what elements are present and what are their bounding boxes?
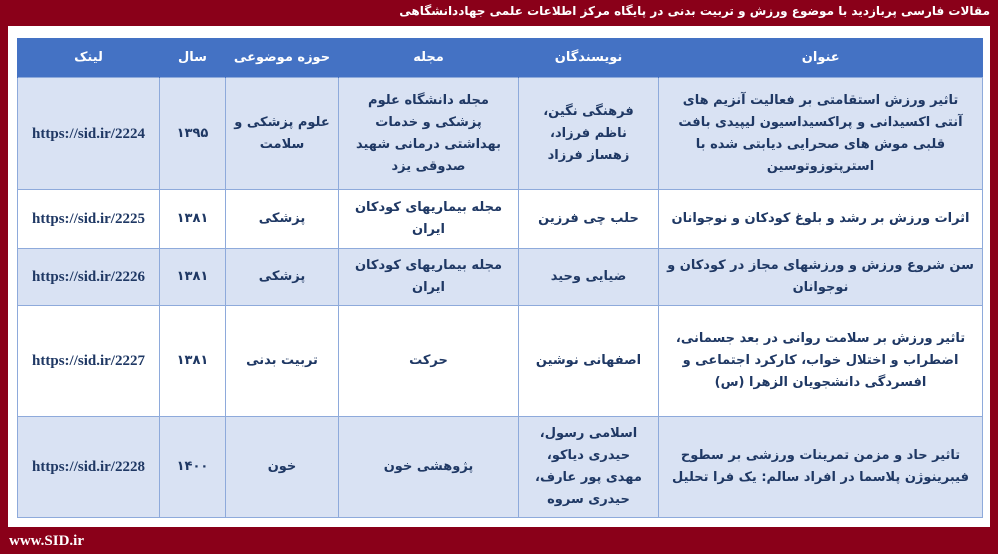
cell-journal: مجله دانشگاه علوم پزشکی و خدمات بهداشتی درمانی شهید صدوقی یزد — [339, 78, 519, 190]
cell-year: ۱۳۹۵ — [160, 78, 226, 190]
cell-title: تاثیر حاد و مزمن تمرینات ورزشی بر سطوح فیبرینوژن پلاسما در افراد سالم: یک فرا تحلیل — [659, 417, 983, 518]
article-link[interactable]: https://sid.ir/2225 — [32, 211, 145, 227]
cell-title: سن شروع ورزش و ورزشهای مجاز در کودکان و نوجوانان — [659, 249, 983, 306]
column-header-authors: نویسندگان — [519, 38, 659, 78]
cell-subject: پزشکی — [226, 249, 339, 306]
cell-title: تاثیر ورزش بر سلامت روانی در بعد جسمانی، اضطراب و اختلال خواب، کارکرد اجتماعی و افسردگی دانشجویان الزهرا (س) — [659, 306, 983, 417]
cell-journal: حرکت — [339, 306, 519, 417]
cell-authors: ضیایی وحید — [519, 249, 659, 306]
article-link[interactable]: https://sid.ir/2224 — [32, 125, 145, 142]
footer-site-link[interactable]: www.SID.ir — [9, 533, 85, 549]
cell-year: ۱۴۰۰ — [160, 417, 226, 518]
column-header-subject: حوزه موضوعی — [226, 38, 339, 78]
content-card — [8, 26, 990, 527]
table-row — [18, 306, 983, 417]
column-header-link: لینک — [18, 38, 160, 78]
article-link[interactable]: https://sid.ir/2227 — [32, 353, 145, 369]
article-link[interactable]: https://sid.ir/2228 — [32, 459, 145, 475]
cell-journal: مجله بیماریهای کودکان ایران — [339, 190, 519, 249]
cell-authors: حلب چی فرزین — [519, 190, 659, 249]
cell-subject: پزشکی — [226, 190, 339, 249]
column-header-year: سال — [160, 38, 226, 78]
articles-table — [17, 38, 983, 518]
cell-journal: مجله بیماریهای کودکان ایران — [339, 249, 519, 306]
cell-authors: اسلامی رسول، حیدری دیاکو، مهدی پور عارف، حیدری سروه — [519, 417, 659, 518]
cell-year: ۱۳۸۱ — [160, 249, 226, 306]
table-row — [18, 249, 983, 306]
cell-link — [18, 417, 160, 518]
cell-journal: پژوهشی خون — [339, 417, 519, 518]
cell-year: ۱۳۸۱ — [160, 190, 226, 249]
cell-link — [18, 190, 160, 249]
article-link[interactable]: https://sid.ir/2226 — [32, 269, 145, 285]
cell-link — [18, 249, 160, 306]
cell-subject: خون — [226, 417, 339, 518]
column-header-journal: مجله — [339, 38, 519, 78]
page-title: مقالات فارسی پربازدید با موضوع ورزش و تربیت بدنی در پایگاه مرکز اطلاعات علمی جهاددانشگاهی — [399, 4, 990, 18]
cell-title: تاثیر ورزش استقامتی بر فعالیت آنزیم های آنتی اکسیدانی و پراکسیداسیون لیپیدی بافت قلبی موش های صحرایی دیابتی شده با استرپتوزوتوسین — [659, 78, 983, 190]
cell-link — [18, 306, 160, 417]
table-header-row — [18, 38, 983, 78]
cell-authors: فرهنگی نگین، ناظم فرزاد، زهساز فرزاد — [519, 78, 659, 190]
table-row — [18, 190, 983, 249]
cell-title: اثرات ورزش بر رشد و بلوغ کودکان و نوجوانان — [659, 190, 983, 249]
cell-authors: اصفهانی نوشین — [519, 306, 659, 417]
cell-subject: علوم پزشکی و سلامت — [226, 78, 339, 190]
table-row — [18, 417, 983, 518]
cell-link — [18, 78, 160, 190]
cell-year: ۱۳۸۱ — [160, 306, 226, 417]
table-row — [18, 78, 983, 190]
cell-subject: تربیت بدنی — [226, 306, 339, 417]
column-header-title: عنوان — [659, 38, 983, 78]
